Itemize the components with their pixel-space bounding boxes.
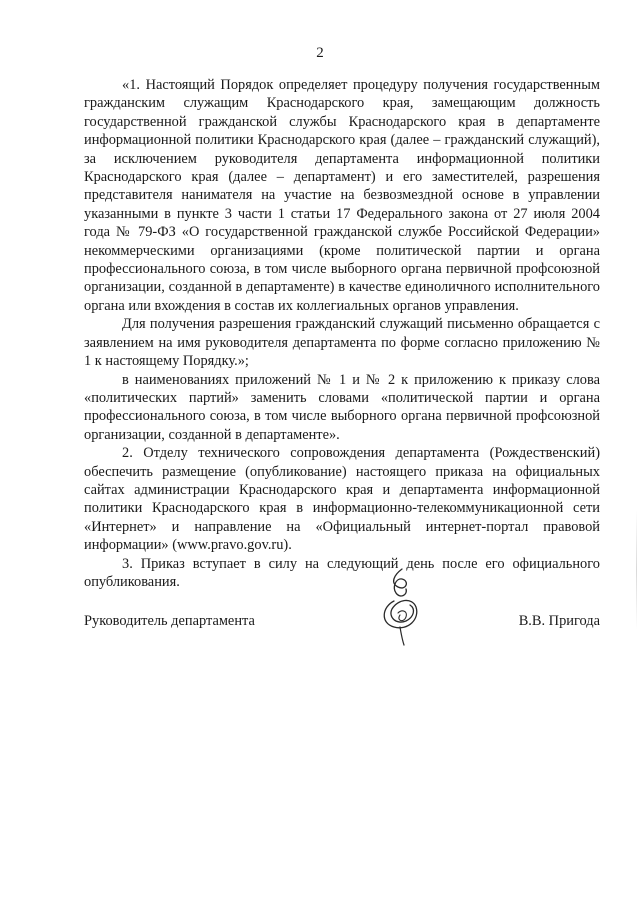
- signatory-position: Руководитель департамента: [84, 613, 255, 629]
- signature-block: [84, 613, 600, 633]
- page-number: 2: [316, 45, 324, 61]
- scan-edge-artifact: [636, 510, 637, 630]
- document-body: [84, 76, 600, 591]
- paragraph-2: Для получения разрешения гражданский служащий письменно обращается с заявлением на имя руководителя департамента по форме согласно приложению № 1 к настоящему Порядку.»;: [84, 316, 600, 370]
- paragraph-4: 2. Отделу технического сопровождения департамента (Рождественский) обеспечить размещение (опубликование) настоящего приказа на официальных сайтах администрации Краснодарского края и департамента информационной политики Краснодарского края в информационно-телекоммуникационной сети «Интернет» и направление на «Официальный интернет-портал правовой информации» (www.pravo.gov.ru).: [84, 445, 600, 554]
- handwritten-signature: [372, 565, 432, 647]
- paragraph-5: 3. Приказ вступает в силу на следующий день после его официального опубликования.: [84, 555, 600, 590]
- paragraph-1: «1. Настоящий Порядок определяет процедуру получения государственным гражданским служащим Краснодарского края, замещающим должность государственной гражданской службы Краснодарского края в департаменте информационной политики Краснодарского края (далее – гражданский служащий), за исключением руководителя департамента информационной политики Краснодарского края (далее – департамент) и его заместителей, разрешения представителя нанимателя на участие на безвозмездной основе в управлении указанными в пункте 3 части 1 статьи 17 Федерального закона от 27 июля 2004 года № 79-ФЗ «О государственной гражданской службе Российской Федерации» некоммерческими организациями (кроме политической партии и органа профессионального союза, в том числе выборного органа первичной профсоюзной организации, созданной в департаменте) в качестве единоличного исполнительного органа или вхождения в состав их коллегиальных органов управления.: [84, 77, 600, 314]
- signatory-name: В.В. Пригода: [518, 613, 600, 629]
- paragraph-3: в наименованиях приложений № 1 и № 2 к приложению к приказу слова «политических партий» заменить словами «политической партии и органа профессионального союза, в том числе выборного органа первичной профсоюзной организации, созданной в департаменте».: [84, 371, 600, 443]
